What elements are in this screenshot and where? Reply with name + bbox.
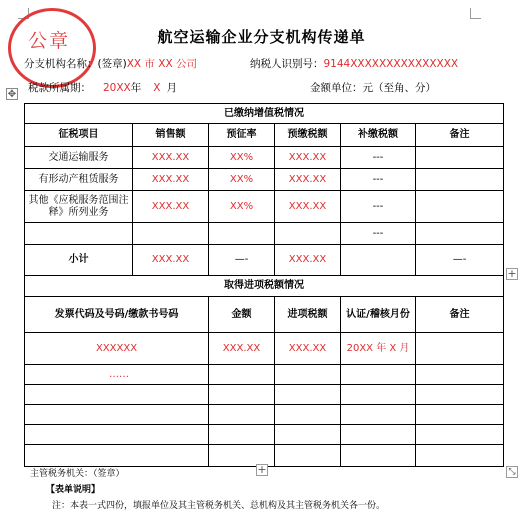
table-row: [25, 191, 504, 223]
cell-input-tax[interactable]: [275, 445, 341, 467]
document-title: 航空运输企业分支机构传递单: [157, 28, 366, 46]
cell-note[interactable]: [416, 405, 504, 425]
table-row: [25, 333, 504, 365]
section-input-tax-row: [25, 276, 504, 297]
cell-sales[interactable]: [133, 223, 209, 245]
cell-supplement[interactable]: ---: [341, 223, 416, 245]
subtotal-rate[interactable]: —-: [209, 245, 275, 276]
header-input-tax: 进项税额: [275, 297, 341, 333]
cell-input-tax[interactable]: XXX.XX: [275, 333, 341, 365]
cell-input-tax[interactable]: [275, 365, 341, 385]
cell-amount[interactable]: [209, 405, 275, 425]
transfer-form-table: [24, 103, 504, 467]
table-move-icon[interactable]: ✥: [7, 89, 17, 100]
cell-prepaid[interactable]: XXX.XX: [275, 191, 341, 223]
taxpayer-label: 纳税人识别号：: [250, 58, 324, 70]
section-input-tax-title: 取得进项税额情况: [25, 276, 504, 297]
table-row: [25, 169, 504, 191]
amount-unit: 金额单位：元（至角、分）: [310, 82, 436, 94]
branch-value: XX 市 XX 公司: [126, 58, 197, 70]
cell-rate[interactable]: XX%: [209, 147, 275, 169]
subtotal-label: 小计: [25, 245, 133, 276]
header-note: 备注: [416, 297, 504, 333]
cell-input-tax[interactable]: [275, 405, 341, 425]
branch-label: 分支机构名称：(签章): [24, 58, 127, 70]
branch-line: [24, 56, 197, 71]
cell-invoice-code[interactable]: [25, 445, 209, 467]
header-supplement: 补缴税额: [341, 124, 416, 147]
cell-sales[interactable]: XXX.XX: [133, 191, 209, 223]
period-year: 20XX: [103, 82, 131, 94]
header-prepaid: 预缴税额: [275, 124, 341, 147]
cell-prepaid[interactable]: XXX.XX: [275, 169, 341, 191]
official-seal-text: 公章: [28, 30, 71, 52]
cell-item[interactable]: 有形动产租赁服务: [25, 169, 133, 191]
resize-handle-icon[interactable]: ⤡: [506, 466, 518, 478]
period-year-unit: 年: [130, 82, 142, 94]
taxpayer-value: 9144XXXXXXXXXXXXXXX: [323, 58, 459, 70]
cell-sales[interactable]: XXX.XX: [133, 169, 209, 191]
instructions-title: 【表单说明】: [46, 485, 101, 495]
cell-amount[interactable]: [209, 365, 275, 385]
cell-amount[interactable]: XXX.XX: [209, 333, 275, 365]
cell-item[interactable]: 交通运输服务: [25, 147, 133, 169]
footer-note: 注：本表一式四份，填报单位及其主管税务机关、总机构及其主管税务机关各一份。: [52, 501, 386, 511]
subtotal-row: [25, 245, 504, 276]
header-amount: 金额: [209, 297, 275, 333]
subtotal-sales[interactable]: XXX.XX: [133, 245, 209, 276]
cell-amount[interactable]: [209, 425, 275, 445]
cell-note[interactable]: [416, 191, 504, 223]
cell-rate[interactable]: [209, 223, 275, 245]
cell-note[interactable]: [416, 333, 504, 365]
cell-note[interactable]: [416, 223, 504, 245]
cell-verify-month[interactable]: [341, 365, 416, 385]
cell-input-tax[interactable]: [275, 385, 341, 405]
cell-rate[interactable]: XX%: [209, 169, 275, 191]
cell-invoice-code[interactable]: [25, 385, 209, 405]
section-input-tax-header: [25, 297, 504, 333]
taxpayer-line: [250, 56, 458, 71]
table-row: [25, 365, 504, 385]
cell-note[interactable]: [416, 385, 504, 405]
cell-supplement[interactable]: ---: [341, 169, 416, 191]
page-corner-mark: [470, 8, 481, 19]
cell-supplement[interactable]: ---: [341, 147, 416, 169]
cell-prepaid[interactable]: XXX.XX: [275, 147, 341, 169]
table-row: [25, 385, 504, 405]
cell-verify-month[interactable]: [341, 385, 416, 405]
cell-note[interactable]: [416, 445, 504, 467]
header-sales: 销售额: [133, 124, 209, 147]
period-line: [28, 80, 177, 95]
period-label: 税款所属期：: [28, 82, 91, 94]
cell-invoice-code[interactable]: [25, 405, 209, 425]
cell-verify-month[interactable]: [341, 445, 416, 467]
cell-note[interactable]: [416, 147, 504, 169]
cell-input-tax[interactable]: [275, 425, 341, 445]
header-tax-item: 征税项目: [25, 124, 133, 147]
section-vat-paid-title: 已缴纳增值税情况: [25, 104, 504, 124]
cell-verify-month[interactable]: [341, 425, 416, 445]
period-month: X: [153, 82, 161, 94]
cell-invoice-code[interactable]: [25, 425, 209, 445]
cell-verify-month[interactable]: [341, 405, 416, 425]
table-row: [25, 223, 504, 245]
cell-amount[interactable]: [209, 385, 275, 405]
subtotal-supplement[interactable]: [341, 245, 416, 276]
cell-prepaid[interactable]: [275, 223, 341, 245]
tax-office-signature: 主管税务机关：（签章）: [30, 469, 125, 479]
header-rate: 预征率: [209, 124, 275, 147]
cell-sales[interactable]: XXX.XX: [133, 147, 209, 169]
cell-note[interactable]: [416, 365, 504, 385]
period-month-unit: 月: [166, 82, 177, 94]
add-column-icon[interactable]: +: [507, 267, 517, 280]
subtotal-note[interactable]: —-: [416, 245, 504, 276]
header-verify-month: 认证/稽核月份: [341, 297, 416, 333]
section-vat-paid-header: [25, 124, 504, 147]
section-vat-paid-row: [25, 104, 504, 124]
header-note: 备注: [416, 124, 504, 147]
cell-verify-month[interactable]: 20XX 年 X 月: [341, 333, 416, 365]
cell-rate[interactable]: XX%: [209, 191, 275, 223]
table-row: [25, 405, 504, 425]
cell-note[interactable]: [416, 169, 504, 191]
cell-note[interactable]: [416, 425, 504, 445]
cell-supplement[interactable]: ---: [341, 191, 416, 223]
table-row: [25, 147, 504, 169]
cell-item[interactable]: [25, 223, 133, 245]
add-row-icon[interactable]: +: [257, 463, 267, 476]
cell-item[interactable]: 其他《应税服务范围注释》所列业务: [25, 191, 133, 223]
subtotal-prepaid[interactable]: XXX.XX: [275, 245, 341, 276]
cell-invoice-code[interactable]: XXXXXX: [25, 333, 209, 365]
header-invoice-code: 发票代码及号码/缴款书号码: [25, 297, 209, 333]
cell-invoice-code[interactable]: ……: [25, 365, 209, 385]
table-row: [25, 425, 504, 445]
